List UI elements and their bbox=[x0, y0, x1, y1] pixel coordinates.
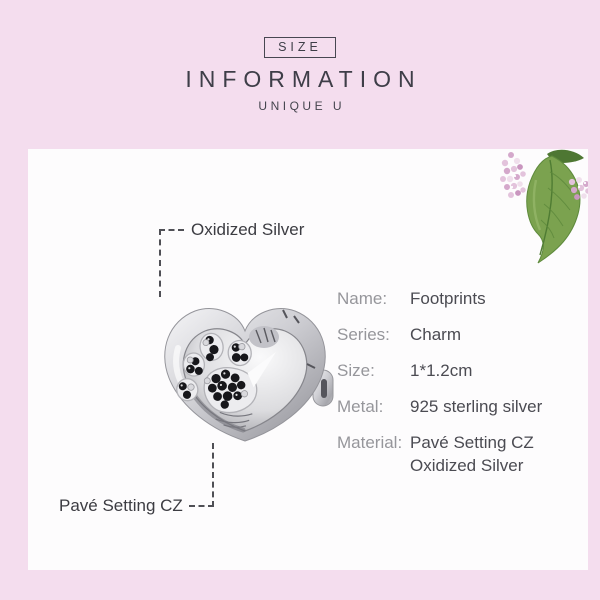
header bbox=[0, 0, 600, 113]
detail-value-line1: Pavé Setting CZ bbox=[410, 433, 534, 452]
callout-bottom-dash-vertical bbox=[212, 443, 214, 507]
detail-label: Metal: bbox=[337, 397, 384, 416]
detail-value bbox=[410, 431, 534, 477]
callout-oxidized-silver: Oxidized Silver bbox=[191, 220, 305, 239]
detail-row-series bbox=[337, 323, 542, 346]
product-panel bbox=[28, 149, 588, 570]
leaf bbox=[527, 150, 584, 263]
detail-label: Name: bbox=[337, 289, 388, 308]
detail-row-metal bbox=[337, 395, 542, 418]
detail-row-material bbox=[337, 431, 542, 477]
detail-value: Footprints bbox=[410, 289, 486, 308]
detail-label: Material: bbox=[337, 433, 403, 452]
callout-top-dash-vertical bbox=[159, 229, 161, 297]
lilac-flowers-left bbox=[500, 152, 526, 198]
detail-value: 1*1.2cm bbox=[410, 361, 473, 380]
detail-value: 925 sterling silver bbox=[410, 397, 543, 416]
page-title: INFORMATION bbox=[185, 66, 422, 92]
detail-row-name bbox=[337, 287, 542, 310]
detail-row-size bbox=[337, 359, 542, 382]
callout-top-dash-horizontal bbox=[159, 229, 184, 231]
leaf-flower-decoration-icon bbox=[492, 149, 588, 268]
page-subtitle: UNIQUE U bbox=[258, 99, 346, 113]
charm-image bbox=[155, 300, 335, 448]
callout-bottom-dash-horizontal bbox=[189, 505, 214, 507]
callout-pave-setting-cz: Pavé Setting CZ bbox=[59, 496, 183, 515]
detail-label: Series: bbox=[337, 325, 390, 344]
detail-label: Size: bbox=[337, 361, 375, 380]
product-details bbox=[337, 287, 542, 490]
detail-value: Charm bbox=[410, 325, 462, 344]
stamp-texture bbox=[249, 326, 279, 348]
size-badge: SIZE bbox=[264, 37, 336, 58]
detail-value-line2: Oxidized Silver bbox=[410, 456, 524, 475]
